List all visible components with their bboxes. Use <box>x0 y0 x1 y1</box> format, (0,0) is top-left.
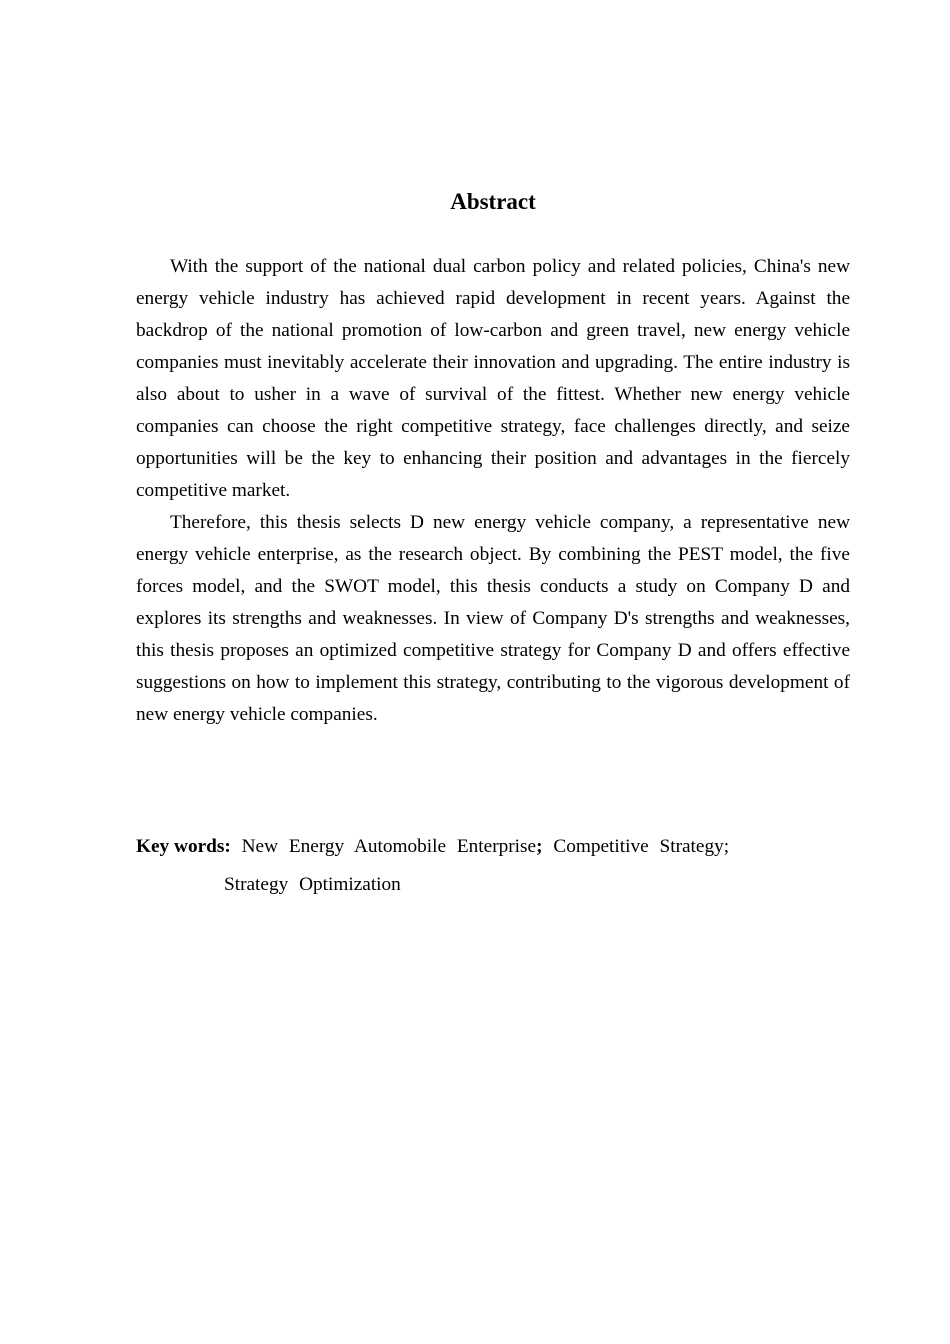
keyword-item-1: New Energy Automobile Enterprise <box>241 836 537 857</box>
keyword-separator: ; <box>536 836 543 857</box>
keyword-separator: ; <box>723 836 730 857</box>
abstract-body <box>136 251 850 731</box>
keywords-section <box>136 828 836 904</box>
keywords-label: Key words: <box>136 836 231 857</box>
keyword-item-3: Strategy Optimization <box>224 874 401 895</box>
keyword-item-2: Competitive Strategy <box>553 836 724 857</box>
abstract-paragraph-2: Therefore, this thesis selects D new energy vehicle company, a representative new energy vehicle enterprise, as the research object. By combining the PEST model, the five forces model, and the SWOT model, this thesis conducts a study on Company D and explores its strengths and weaknesses. In view of Company D's strengths and weaknesses, this thesis proposes an optimized competitive strategy for Company D and offers effective suggestions on how to implement this strategy, contributing to the vigorous development of new energy vehicle companies. <box>136 512 850 725</box>
abstract-paragraph-1: With the support of the national dual carbon policy and related policies, China's new energy vehicle industry has achieved rapid development in recent years. Against the backdrop of the national promotion of low-carbon and green travel, new energy vehicle companies must inevitably accelerate their innovation and upgrading. The entire industry is also about to usher in a wave of survival of the fittest. Whether new energy vehicle companies can choose the right competitive strategy, face challenges directly, and seize opportunities will be the key to enhancing their position and advantages in the fiercely competitive market. <box>136 256 850 501</box>
page-title: Abstract <box>450 189 536 214</box>
